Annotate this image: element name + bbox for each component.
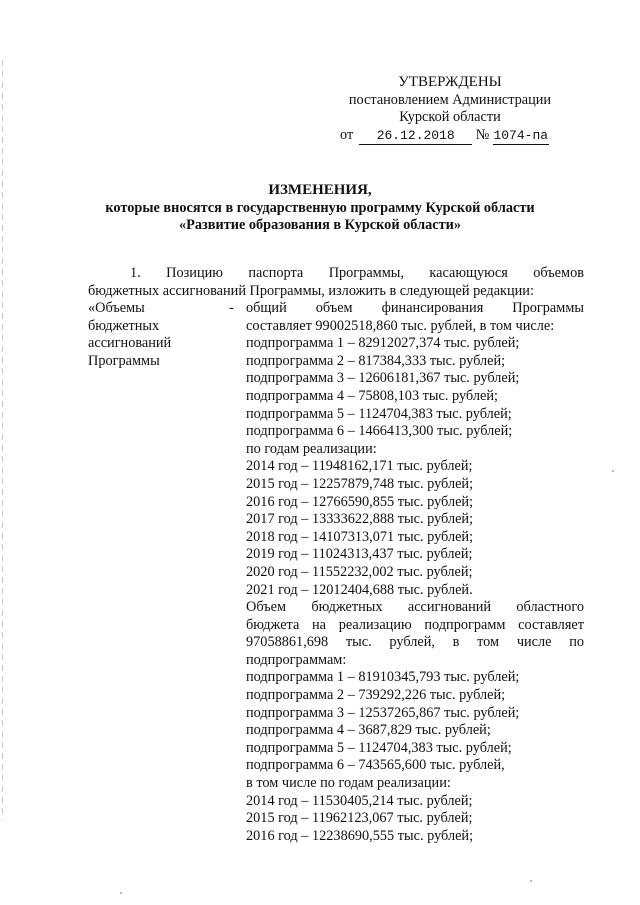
regional-word: том <box>477 634 500 651</box>
regional-line-4: подпрограммам: <box>246 651 347 668</box>
intro-word: объемов <box>533 265 584 281</box>
subprogram-line: подпрограмма 2 – 739292,226 тыс. рублей; <box>246 687 506 704</box>
year-line: 2019 год – 11024313,437 тыс. рублей; <box>246 546 473 563</box>
intro-word: Позицию <box>166 265 223 281</box>
subprogram-line: подпрограмма 3 – 12537265,867 тыс. рублей; <box>246 704 520 721</box>
intro-word: 1. <box>130 265 141 281</box>
regional-word: числе <box>516 634 552 651</box>
year-line: 2018 год – 14107313,071 тыс. рублей; <box>246 528 474 545</box>
subprogram-line: подпрограмма 3 – 12606181,367 тыс. рублей; <box>246 370 520 387</box>
subprogram-line: подпрограмма 2 – 817384,333 тыс. рублей; <box>246 352 506 369</box>
column-dash: - <box>229 300 234 316</box>
intro-line-2: бюджетных ассигнований Программы, изложить в следующей редакции: <box>88 282 534 299</box>
regional-line-1 <box>246 599 584 617</box>
total-line-2: составляет 99002518,860 тыс. рублей, в том числе: <box>246 317 555 334</box>
approval-date: 26.12.2018 <box>359 127 472 146</box>
position-label-line: Программы <box>88 352 160 369</box>
regional-word: областного <box>516 599 584 616</box>
subprogram-line: подпрограмма 1 – 82912027,374 тыс. рублей; <box>246 335 520 352</box>
year-line: 2017 год – 13333622,888 тыс. рублей; <box>246 511 474 528</box>
total-word: общий <box>246 300 287 316</box>
position-label-line: «Объемы <box>88 300 145 316</box>
year-line: 2014 год – 11948162,171 тыс. рублей; <box>246 458 473 475</box>
position-label-line: ассигнований <box>88 335 172 352</box>
regional-word: в <box>452 634 460 651</box>
position-label <box>88 300 238 370</box>
number-label: № <box>475 126 490 143</box>
years-label-regional: в том числе по годам реализации: <box>246 775 451 792</box>
regional-word: реализацию <box>338 616 412 633</box>
document-heading <box>60 182 580 235</box>
year-line: 2020 год – 11552232,002 тыс. рублей; <box>246 563 473 580</box>
years-label: по годам реализации: <box>246 440 377 457</box>
approval-line-2: Курской области <box>399 109 501 126</box>
regional-line-2 <box>246 617 584 635</box>
intro-word: паспорта <box>248 265 304 281</box>
year-line: 2014 год – 11530405,214 тыс. рублей; <box>246 792 473 809</box>
regional-word: бюджетных <box>311 599 383 616</box>
intro-line-1 <box>88 265 584 283</box>
regional-word: рублей, <box>389 634 435 651</box>
regional-word: ассигнований <box>407 599 492 616</box>
year-line: 2016 год – 12766590,855 тыс. рублей; <box>246 493 474 510</box>
total-word: финансирования <box>381 300 484 316</box>
scan-speck <box>530 880 532 882</box>
from-label: от <box>340 126 354 143</box>
regional-word: 97058861,698 <box>246 634 329 651</box>
year-line: 2015 год – 11962123,067 тыс. рублей; <box>246 810 473 827</box>
heading-line-1: которые вносятся в государственную программу Курской области <box>105 199 535 216</box>
intro-word: Программы, <box>328 265 404 281</box>
regional-word: подпрограмм <box>424 616 506 633</box>
year-line: 2015 год – 12257879,748 тыс. рублей; <box>246 475 474 492</box>
regional-word: тыс. <box>345 634 372 651</box>
regional-word: составляет <box>518 616 584 633</box>
subprogram-line: подпрограмма 4 – 3687,829 тыс. рублей; <box>246 722 491 739</box>
subprogram-line: подпрограмма 6 – 1466413,300 тыс. рублей; <box>246 423 513 440</box>
subprogram-line: подпрограмма 1 – 81910345,793 тыс. рублей; <box>246 669 520 686</box>
scan-speck <box>120 892 122 894</box>
scan-speck <box>612 470 614 472</box>
subprogram-line: подпрограмма 5 – 1124704,383 тыс. рублей; <box>246 405 512 422</box>
regional-word: бюджета <box>246 616 300 633</box>
year-line: 2021 год – 12012404,688 тыс. рублей. <box>246 581 473 598</box>
subprogram-line: подпрограмма 4 – 75808,103 тыс. рублей; <box>246 387 498 404</box>
intro-paragraph <box>88 265 584 300</box>
approval-date-row <box>340 127 560 146</box>
heading-main: ИЗМЕНЕНИЯ, <box>268 182 372 198</box>
approval-number: 1074-па <box>493 127 549 146</box>
regional-word: Объем <box>246 599 287 616</box>
regional-line-3 <box>246 634 584 652</box>
year-line: 2016 год – 12238690,555 тыс. рублей; <box>246 827 474 844</box>
scan-edge-mark <box>2 60 3 820</box>
funding-details <box>246 300 584 845</box>
position-label-line: бюджетных <box>88 317 160 334</box>
subprogram-line: подпрограмма 5 – 1124704,383 тыс. рублей; <box>246 739 512 756</box>
total-line-1 <box>246 300 584 318</box>
approval-block <box>340 74 560 145</box>
regional-word: по <box>569 634 584 651</box>
intro-word: касающуюся <box>429 265 508 281</box>
regional-word: на <box>312 616 327 633</box>
heading-line-2: «Развитие образования в Курской области» <box>178 217 462 234</box>
total-word: Программы <box>512 300 584 316</box>
approval-line-1: постановлением Администрации <box>348 91 552 108</box>
approval-title: УТВЕРЖДЕНЫ <box>398 74 502 90</box>
subprogram-line: подпрограмма 6 – 743565,600 тыс. рублей, <box>246 757 505 774</box>
total-word: объем <box>315 300 353 316</box>
